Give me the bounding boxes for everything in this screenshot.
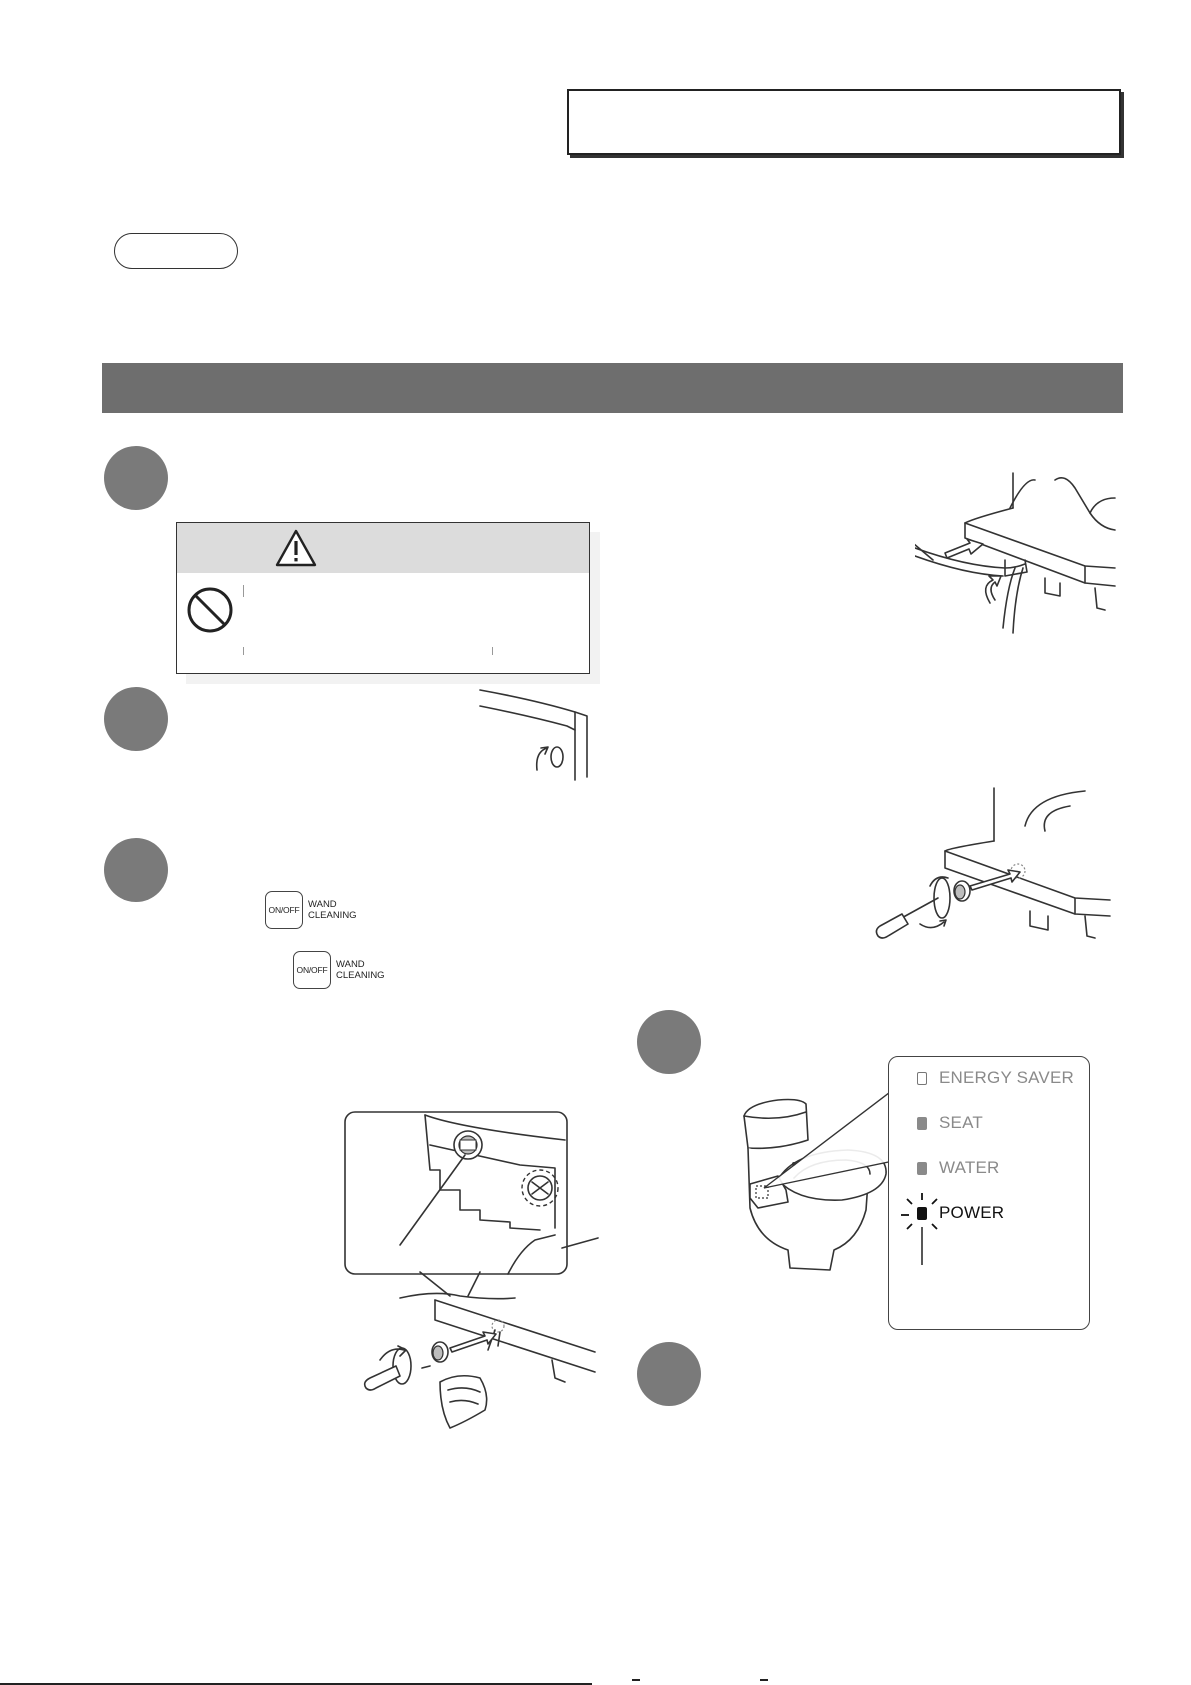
wand-cleaning-label (308, 899, 357, 921)
wand-label: WAND (308, 899, 337, 910)
seat-led-icon (917, 1117, 927, 1130)
note-pill-label (114, 233, 238, 269)
cleaning-label: CLEANING (336, 970, 385, 981)
warning-triangle-icon (274, 528, 318, 568)
step-4-circle (637, 1010, 701, 1074)
step-3-circle (104, 838, 168, 902)
power-blink-rays-icon (897, 1191, 947, 1271)
onoff-button-label: ON/OFF (268, 905, 300, 915)
onoff-button-label: ON/OFF (296, 965, 328, 975)
water-label: WATER (939, 1158, 1000, 1177)
energy-saver-label: ENERGY SAVER (939, 1068, 1074, 1087)
hose-disconnect-illustration (915, 468, 1120, 648)
onoff-button[interactable] (265, 891, 303, 929)
indicator-panel (888, 1056, 1090, 1330)
water-led-icon (917, 1162, 927, 1175)
onoff-button[interactable] (293, 951, 331, 989)
indicator-water (917, 1158, 1000, 1178)
remote-onoff-wand-cleaning-group (265, 891, 357, 929)
water-filter-zoom-illustration (345, 1112, 598, 1428)
caution-box (176, 522, 590, 674)
step-2-circle (104, 687, 168, 751)
energy-saver-led-icon (917, 1072, 927, 1085)
section-header-bar (102, 363, 1123, 413)
page-title-box (567, 89, 1121, 155)
caution-text-marker (492, 647, 493, 655)
caution-text-marker (243, 585, 244, 597)
indicator-seat (917, 1113, 983, 1133)
wand-cleaning-label (336, 959, 385, 981)
step-5-circle (637, 1342, 701, 1406)
indicator-energy-saver (917, 1068, 1074, 1088)
prohibition-icon (185, 585, 235, 635)
caution-text-marker (243, 647, 244, 655)
footer-mark (632, 1679, 640, 1681)
toilet-indicator-illustration (738, 1090, 898, 1280)
side-knob-illustration (475, 682, 595, 782)
step-1-circle (104, 446, 168, 510)
power-label: POWER (939, 1203, 1005, 1222)
caution-header (177, 523, 589, 573)
cleaning-label: CLEANING (308, 910, 357, 921)
footer-mark (760, 1679, 768, 1681)
seat-label: SEAT (939, 1113, 983, 1132)
wand-label: WAND (336, 959, 365, 970)
remote-onoff-wand-cleaning-group (293, 951, 385, 989)
filter-removal-illustration (876, 788, 1110, 938)
